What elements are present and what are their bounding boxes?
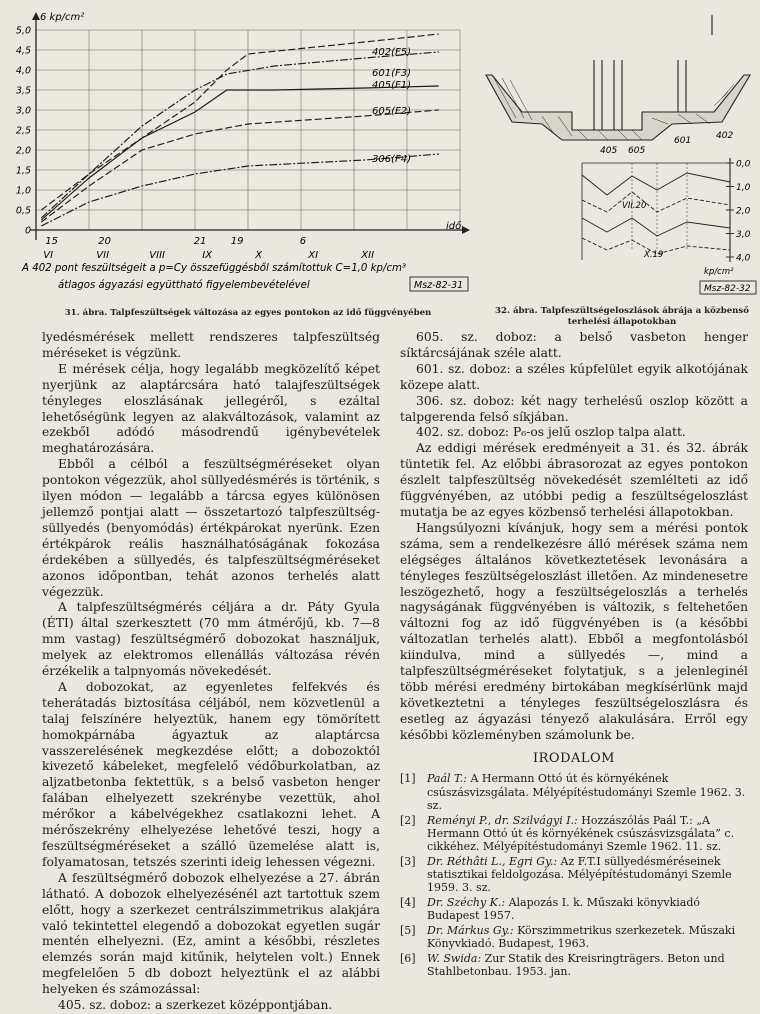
reference-number: [6] [400,951,416,965]
right-axis-tick-label: 2,0 [736,206,751,217]
y-tick-label: 2,5 [15,125,31,137]
point-label-402: 402 [716,131,734,141]
reference-item [400,896,748,922]
point-label-605: 605 [628,146,646,156]
reference-author: Dr. Márkus Gy.: [427,923,518,937]
figure-note-line-2: átlagos ágyazási együttható figyelembevételével [58,280,310,291]
reference-author: W. Swida: [427,951,485,965]
paragraph: 405. sz. doboz: a szerkezet középpontjában. [58,998,333,1013]
distribution-plot [582,158,730,262]
paragraph: 601. sz. doboz: a széles kúpfelület egyik alkotójának közepe alatt. [400,361,748,392]
figure-32-caption: 32. ábra. Talpfeszültségeloszlások ábrája a közbenső terhelési állapotokban [495,306,749,327]
x-month-label: X [255,250,263,261]
x-day-label: 20 [98,236,112,247]
y-tick-label: 0,5 [15,205,31,217]
x-axis-title: idő [446,221,462,232]
reference-author: Paál T.: [427,772,471,786]
paragraph: E mérések célja, hogy legalább megközelítő képet nyerjünk az alaptárcsára ható talajfeszültségek tényleges eloszlásának jellegéről, s ezáltal lehetőségünk legyen az alakváltozások, valamint az ezekből adódó másodrendű igénybevételek meghatározására. [42,361,380,456]
x-month-label: VII [96,250,110,261]
y-tick-label: 4,0 [15,65,31,77]
reference-item [400,924,748,950]
paragraph: lyedésmérések mellett rendszeres talpfeszültség méréseket is végzünk. [42,330,380,360]
point-label-405: 405 [600,146,618,156]
paragraph: Az eddigi mérések eredményeit a 31. és 32. ábrák tüntetik fel. Az előbbi ábrasorozat az egyes pontokon észlelt talpfeszültség növekedését szemlélteti az idő függvényében, az utóbbi pedig a feszültségeloszlást mutatja be az egyes közbenső terhelési állapotokban. [400,441,748,519]
point-label-601: 601 [674,136,692,146]
right-axis-tick-label: 0,0 [736,159,751,170]
series-label: 605(F2) [372,106,412,117]
reference-text: Hozzászólás Paál T.: „A Hermann Ottó út és környékének csúszásvizsgálata” c. cikkéhez. Mélyépítéstudományi Szemle 1962. 11. sz. [427,813,735,853]
reference-author: Dr. Széchy K.: [427,895,509,909]
x-axis-arrow-icon [462,226,470,234]
y-axis-arrow-icon [32,12,40,20]
reference-text: Zur Statik des Kreisringträgers. Beton und Stahlbetonbau. 1953. jan. [427,951,725,978]
left-text-column [42,330,380,1014]
references-list [400,772,748,978]
x-month-label: IX [202,250,213,261]
reference-item [400,952,748,978]
y-tick-label: 3,5 [15,85,31,97]
paragraph: 306. sz. doboz: két nagy terhelésű oszlop között a talpgerenda felső síkjában. [400,393,748,424]
figure-32-diagram [482,0,760,305]
reference-text: Körszimmetrikus szerkezetek. Műszaki Könyvkiadó. Budapest, 1963. [427,923,736,950]
paragraph: A feszültségmérő dobozok elhelyezése a 27. ábrán látható. A dobozok elhelyezésénél azt tartottuk szem előtt, hogy a szerkezet centrálszimmetrikus alakjára való tekintettel elegendő a dobozokat egyetlen sugár mentén elhelyezni. (Ez, amint a későbbi, részletes elemzés során majd kitűnik, helytelen volt.) Ennek megfelelően 5 db dobozt helyeztünk el az alábbi helyeken és számozással: [42,870,380,997]
reference-text: Az F.T.I süllyedésméréseinek statisztikai feldolgozása. Mélyépítéstudományi Szemle 1959. 3. sz. [427,854,732,895]
reference-author: Dr. Réthâti L., Egri Gy.: [427,854,561,868]
reference-author: Reményi P., dr. Szilvágyi I.: [427,813,582,827]
y-tick-label: 2,0 [15,145,31,157]
figure-note-line-1: A 402 pont feszültségeit a p=Cy összefüggésből számítottuk C=1,0 kp/cm³ [22,263,407,274]
paragraph: Hangsúlyozni kívánjuk, hogy sem a mérési pontok száma, sem a rendelkezésre álló mérések száma nem elégséges általános következtetések levonására a tényleges feszültségeloszlást illetően. Az mindenesetre leszögezhető, hogy a feszültségeloszlás a terhelés nagyságának függvényében is változik, s feltehetően változni fog az idő függvényében is (a későbbi változatlan terhelés alatt). Ebből a megfontolásból kiindulva, mind a süllyedés —, mind a talpfeszültségméréseket folytatjuk, s a jelenleginél több mérési eredmény birtokában megkísérlünk majd következtetni a tényleges feszültségeloszlásra és esetleg az ágyazási tényező alakulására. Erről egy későbbi közleményben számolunk be. [400,520,748,742]
right-text-column [400,330,748,980]
right-axis-tick-label: 4,0 [736,253,751,264]
paragraph: A talpfeszültségmérés céljára a dr. Páty Gyula (ÉTI) által szerkesztett (70 mm átmérőjű, kb. 7—8 mm vastag) feszültségmérő dobozokat használjuk, melyek az elektromos ellenállás változása révén érzékelik a talpnyomás növekedését. [42,600,380,679]
figure-stamp: Msz-82-31 [414,280,464,291]
reference-number: [1] [400,772,416,786]
x-day-label: 21 [193,236,207,247]
chart-y-axis-ticks [16,26,31,237]
y-tick-label: 4,5 [15,45,31,57]
figure-32-stamp: Msz-82-32 [704,284,751,294]
chart-x-axis-labels [43,236,374,261]
series-label: 402(F5) [372,47,412,58]
paragraph: A dobozokat, az egyenletes felfekvés és teherátadás biztosítása céljából, nem közvetlenül a talaj felszínére helyeztük, hanem egy tömörített homokpárnába ágyaztuk az alaptárcsa vasszerelésének megkezdése előtt; a dobozoktól kivezető kábeleket, megfelelő védőburkolatban, az aljzatbetonba fektettük, s a belső vasbeton henger falában elhelyezett szekrénybe vezettük, ahol mérőkor a kábelvégekhez csatlakozni lehet. A mérőszekrény elhelyezése lehetővé teszi, hogy a feszültségméréseket a szálló üzemelése alatt is, folyamatosan, tetszés szerinti ideig lehessen végezni. [42,679,380,869]
reference-number: [3] [400,854,416,868]
series-label: 601(F3) [372,68,412,79]
reference-text: A Hermann Ottó út és környékének csúszásvizsgálata. Mélyépítéstudományi Szemle 1962. 3. sz. [427,772,746,812]
y-tick-label: 0 [24,225,31,237]
y-tick-label: 3,0 [15,105,31,117]
figure-31-chart [0,0,480,305]
paragraph: 605. sz. doboz: a belső vasbeton henger síktárcsájának széle alatt. [400,330,748,360]
series-label: 405(F1) [372,80,412,91]
y-tick-label: 5,0 [15,25,31,37]
reference-item [400,855,748,895]
paragraph: Ebből a célból a feszültségméréseket olyan pontokon végezzük, ahol süllyedésmérés is történik, s ilyen módon — legalább a tárcsa egyes különösen jellemző pontjai alatt — összetartozó talpfeszültség-süllyedés (benyomódás) értékpárokat nyerünk. Ezen értékpárok reális használhatóságának fokozása érdekében a süllyedés, és talpfeszültségméréseket azonos időpontban, tehát azonos terhelés alatt végezzük. [42,457,380,599]
x-month-label: XI [308,250,319,261]
distribution-label-x19: X.19 [644,250,664,260]
paragraph: 402. sz. doboz: P₆-os jelű oszlop talpa alatt. [416,425,686,440]
y-axis-title: 6 kp/cm² [40,12,85,23]
x-day-label: 15 [45,236,59,247]
x-day-label: 6 [299,236,307,247]
reference-text: Alapozás I. k. Műszaki könyvkiadó Budapest 1957. [427,895,700,922]
y-tick-label: 1,5 [15,165,31,177]
reference-number: [4] [400,895,416,909]
x-month-label: VIII [149,250,166,261]
y-tick-label: 1,0 [15,185,31,197]
x-month-label: VI [43,250,54,261]
series-label: 306(F4) [372,154,412,165]
figure-31-caption: 31. ábra. Talpfeszültségek változása az egyes pontokon az idő függvényében [64,308,432,318]
x-month-label: XII [361,250,375,261]
references-heading: IRODALOM [533,750,615,766]
reference-number: [2] [400,813,416,827]
right-axis-tick-label: 3,0 [736,230,751,240]
x-day-label: 19 [230,236,244,247]
foundation-cross-section [486,15,750,140]
right-axis-unit: kp/cm² [704,267,734,277]
reference-number: [5] [400,923,416,937]
reference-item [400,772,748,812]
right-axis-tick-label: 1,0 [736,183,751,193]
distribution-label-vii20: VII.20 [622,201,647,211]
reference-item [400,814,748,854]
